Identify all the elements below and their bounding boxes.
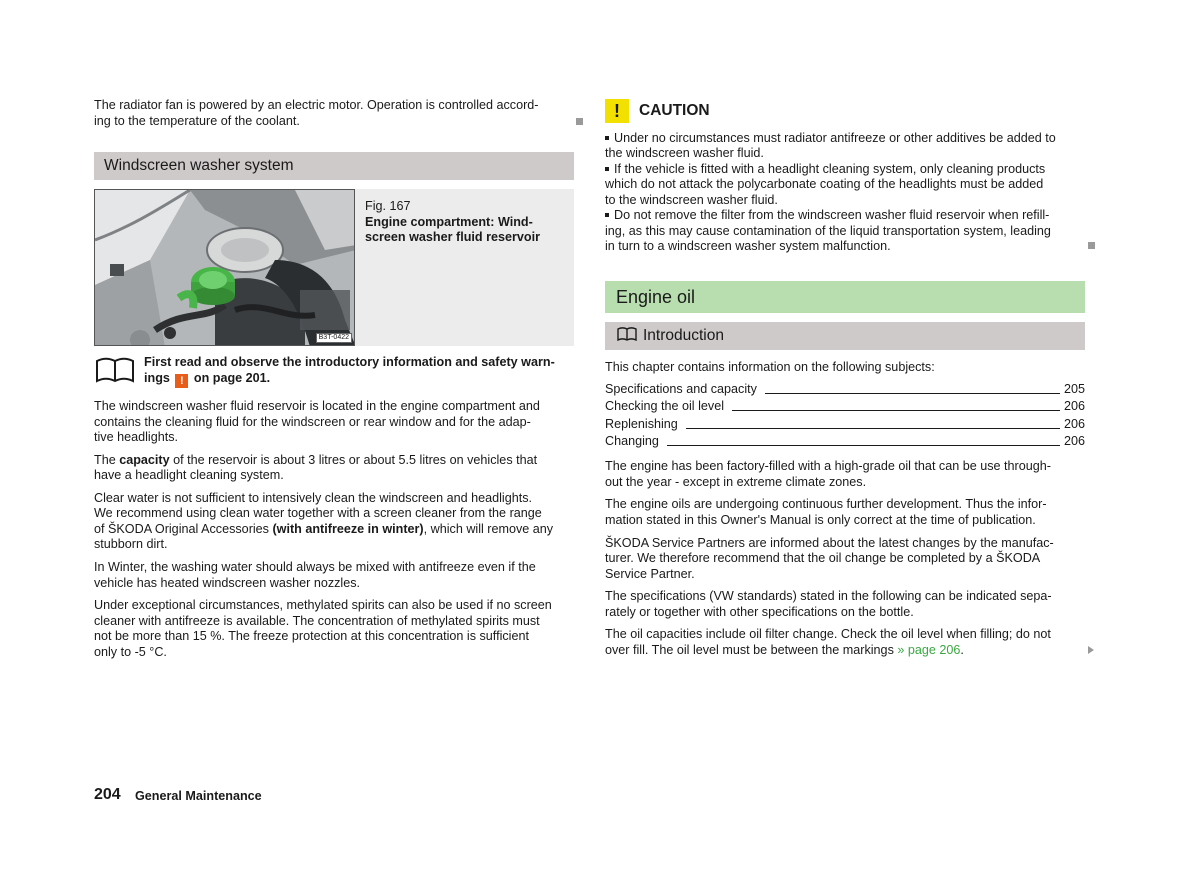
para1-line-2: contains the cleaning fluid for the windscreen or rear window and for the adap- [94, 415, 531, 429]
introduction-heading [605, 322, 1085, 350]
toc-label: Replenishing [605, 417, 678, 432]
toc-page: 205 [1063, 382, 1085, 397]
caution-exclamation: ! [614, 101, 620, 121]
page-206-link[interactable]: » page 206 [897, 643, 961, 657]
book-icon [95, 357, 135, 383]
intro-line-1: The radiator fan is powered by an electric motor. Operation is controlled accord- [94, 98, 539, 112]
oil-para4-line-2: rately or together with other specifications on the bottle. [605, 605, 914, 619]
para2-capacity: capacity [119, 453, 170, 467]
oil-para2-line-1: The engine oils are undergoing continuous further development. Thus the infor- [605, 497, 1047, 511]
continue-arrow-icon [1088, 646, 1094, 654]
para2-text-c: of the reservoir is about 3 litres or about 5.5 litres on vehicles that [169, 453, 538, 467]
toc-row-specifications[interactable] [605, 381, 1085, 398]
caution-item-3-line-2: ing, as this may cause contamination of the liquid transportation system, leading [605, 224, 1051, 238]
para2-line-1 [94, 453, 537, 469]
caution-icon [605, 99, 629, 123]
end-mark [576, 118, 583, 125]
para3-antifreeze: (with antifreeze in winter) [272, 522, 424, 536]
book-icon [617, 327, 637, 341]
para3-line-1: Clear water is not sufficient to intensively clean the windscreen and headlights. [94, 491, 532, 505]
toc-row-checking[interactable] [605, 398, 1085, 415]
para2-text-a: The [94, 453, 120, 467]
oil-para3-line-2: turer. We therefore recommend that the oil change be completed by a ŠKODA [605, 551, 1041, 565]
toc-page: 206 [1063, 399, 1085, 414]
toc-label: Changing [605, 434, 659, 449]
para3-line-4: stubborn dirt. [94, 537, 168, 551]
note-link[interactable]: on page 201. [193, 371, 271, 385]
oil-para5-text-b: . [960, 643, 964, 657]
caution-item-2-line-2: which do not attack the polycarbonate coating of the headlights must be added [605, 177, 1044, 191]
warning-icon: ! [175, 374, 188, 388]
para3-text-c: , which will remove any [423, 522, 554, 536]
end-mark [1088, 242, 1095, 249]
toc-leader [667, 445, 1060, 446]
oil-para1-line-2: out the year - except in extreme climate zones. [605, 475, 867, 489]
caution-item-1-line-2: the windscreen washer fluid. [605, 146, 764, 160]
toc-row-replenishing[interactable] [605, 416, 1085, 433]
toc-label: Specifications and capacity [605, 382, 757, 397]
note-line-1: First read and observe the introductory information and safety warn- [144, 355, 555, 369]
caution-item-2-line-3: to the windscreen washer fluid. [605, 193, 778, 207]
para3-line-2: We recommend using clean water together with a screen cleaner from the range [94, 506, 542, 520]
para5-line-1: Under exceptional circumstances, methylated spirits can also be used if no screen [94, 598, 552, 612]
para4-line-1: In Winter, the washing water should always be mixed with antifreeze even if the [94, 560, 536, 574]
para1-line-1: The windscreen washer fluid reservoir is located in the engine compartment and [94, 399, 540, 413]
toc-page: 206 [1063, 417, 1085, 432]
oil-para5-line-1: The oil capacities include oil filter change. Check the oil level when filling; do not [605, 627, 1051, 641]
page-number: 204 [94, 786, 121, 803]
toc-page: 206 [1063, 434, 1085, 449]
caution-item-3-line-3: in turn to a windscreen washer system malfunction. [605, 239, 891, 253]
para5-line-2: cleaner with antifreeze is available. The concentration of methylated spirits must [94, 614, 540, 628]
para3-line-3 [94, 522, 553, 538]
engine-compartment-illustration [95, 190, 355, 346]
oil-para2-line-2: mation stated in this Owner's Manual is only correct at the time of publication. [605, 513, 1036, 527]
para1-line-3: tive headlights. [94, 430, 179, 444]
oil-para4-line-1: The specifications (VW standards) stated in the following can be indicated sepa- [605, 589, 1052, 603]
para4-line-2: vehicle has heated windscreen washer nozzles. [94, 576, 361, 590]
caution-item-1-line-1: Under no circumstances must radiator antifreeze or other additives be added to [605, 131, 1056, 147]
toc-leader [686, 428, 1060, 429]
oil-para3-line-1: ŠKODA Service Partners are informed about the latest changes by the manufac- [605, 536, 1054, 550]
caution-item-2-line-1: If the vehicle is fitted with a headlight cleaning system, only cleaning products [605, 162, 1045, 178]
toc-leader [765, 393, 1060, 394]
para5-line-4: only to -5 °C. [94, 645, 167, 659]
chapter-heading-engine-oil: Engine oil [605, 281, 1085, 313]
engine-compartment-figure [94, 189, 355, 346]
oil-para5-text-a: over fill. The oil level must be between the markings [605, 643, 898, 657]
toc-leader [732, 410, 1060, 411]
caution-title: CAUTION [639, 102, 710, 119]
intro-line-2: ing to the temperature of the coolant. [94, 114, 300, 128]
oil-para3-line-3: Service Partner. [605, 567, 695, 581]
oil-para5-line-2 [605, 643, 964, 659]
figure-caption-line-2: screen washer fluid reservoir [365, 230, 540, 245]
oil-para1-line-1: The engine has been factory-filled with a high-grade oil that can be use through- [605, 459, 1051, 473]
figure-caption [355, 189, 574, 346]
toc-row-changing[interactable] [605, 433, 1085, 450]
para5-line-3: not be more than 15 %. The freeze protection at this concentration is sufficient [94, 629, 529, 643]
toc-label: Checking the oil level [605, 399, 725, 414]
footer-section-title: General Maintenance [135, 789, 262, 803]
note-line-2 [144, 371, 270, 388]
para2-line-2: have a headlight cleaning system. [94, 468, 284, 482]
figure-number: Fig. 167 [365, 199, 411, 213]
section-heading-windscreen-washer: Windscreen washer system [94, 152, 574, 180]
introduction-title: Introduction [643, 327, 724, 344]
para3-text-a: of ŠKODA Original Accessories [94, 522, 273, 536]
subjects-lead: This chapter contains information on the following subjects: [605, 360, 935, 374]
caution-item-3-line-1: Do not remove the filter from the windscreen washer fluid reservoir when refill- [605, 208, 1049, 224]
figure-caption-line-1: Engine compartment: Wind- [365, 214, 533, 229]
note-text-a: ings [144, 371, 170, 385]
figure-code: B3T-0422 [316, 333, 352, 343]
